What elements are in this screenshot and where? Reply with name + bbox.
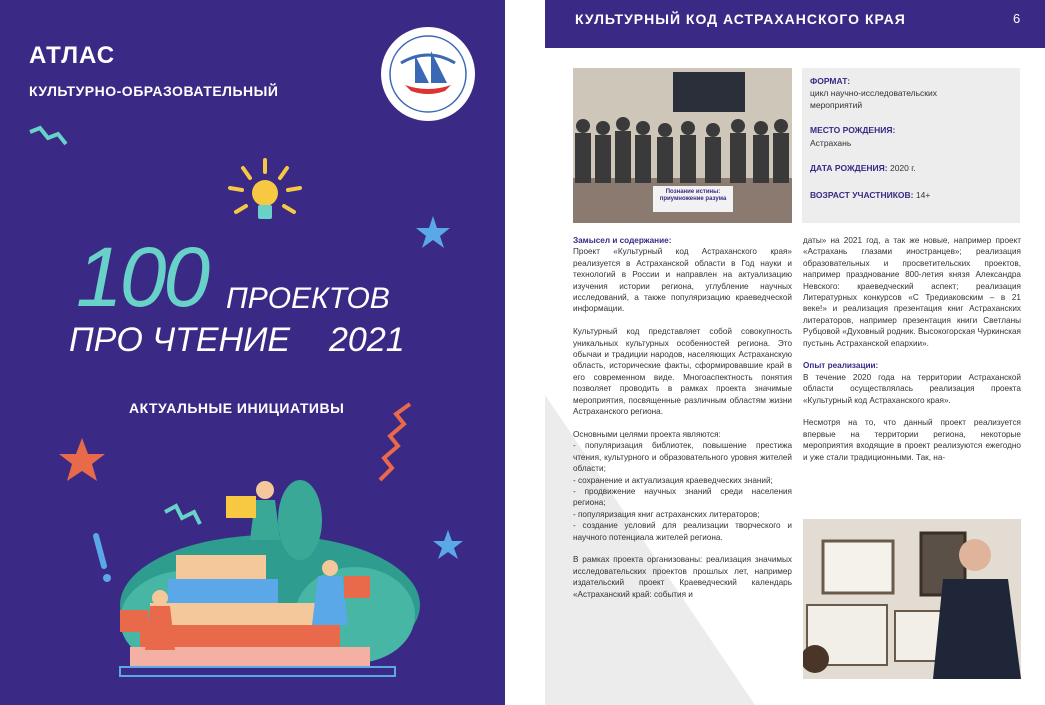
page-header-title: КУЛЬТУРНЫЙ КОД АСТРАХАНСКОГО КРАЯ <box>575 11 906 27</box>
activities-paragraph: В рамках проекта организованы: реализация значимых исследовательских проектов прошлых лет, например издательский проект Краеведческий календарь «Астраханский край: события и <box>573 555 792 599</box>
birthdate-value: 2020 г. <box>889 163 916 173</box>
goal-item: - популяризация библиотек, повышение престижа чтения, культурного и образовательного уровня жителей области; <box>573 441 792 474</box>
zigzag-decoration <box>30 128 66 144</box>
experience-paragraph: В течение 2020 года на территории Астраханской области осуществлялась реализация проекта «Культурный код Астраханского края». <box>803 372 1021 405</box>
goal-item: - популяризация книг астраханских литераторов; <box>573 509 760 519</box>
zigzag-decoration <box>380 404 410 480</box>
cover-page <box>0 0 505 705</box>
birthdate-label: ДАТА РОЖДЕНИЯ: <box>810 163 888 173</box>
experience-heading: Опыт реализации: <box>803 361 879 371</box>
cover-projects: ПРОЕКТОВ <box>226 282 390 315</box>
age-label: ВОЗРАСТ УЧАСТНИКОВ: <box>810 190 914 200</box>
birthplace-label: МЕСТО РОЖДЕНИЯ: <box>810 125 896 135</box>
cover-year: 2021 <box>329 321 405 359</box>
text-column-left <box>573 235 792 611</box>
project-info-box <box>802 68 1020 223</box>
format-value: цикл научно-исследовательских мероприятий <box>810 88 938 110</box>
exhibition-photo-illustration <box>803 519 1021 679</box>
cover-initiatives: АКТУАЛЬНЫЕ ИНИЦИАТИВЫ <box>129 400 345 416</box>
goal-item: - сохранение и актуализация краеведческих знаний; <box>573 475 773 485</box>
format-label: ФОРМАТ: <box>810 76 851 86</box>
goal-item: - создание условий для реализации творческого и научного потенциала жителей региона. <box>573 521 792 542</box>
age-value: 14+ <box>915 190 931 200</box>
library-logo <box>381 27 475 121</box>
cover-subtitle: КУЛЬТУРНО-ОБРАЗОВАТЕЛЬНЫЙ <box>29 83 279 99</box>
exclamation-icon <box>96 536 104 566</box>
star-icon <box>59 438 105 481</box>
content-page <box>505 0 1045 705</box>
age-row <box>810 190 930 200</box>
concept-paragraph: Проект «Культурный код Астраханского края» реализуется в Астраханской области в Год науки и технологий в России и направлен на актуализацию изучения истории региона, углубление научных исследований, а также популяризацию краеведческой информации. <box>573 247 792 314</box>
cover-about-reading: ПРО ЧТЕНИЕ <box>69 321 291 359</box>
activities-continued-paragraph: даты» на 2021 год, а так же новые, например проект «Астрахань глазами иностранцев»; реализация образовательных и просветительских проектов, например празднование 800-летия князя Александра Невского: краеведческий аспект; реализация Литературных конкурсов «С Тредиаковским – в 21 веке!» и реализация презентация книг Астраханских литераторов, например презентация книги Светланы Рубцовой «Духовный родник. Высокогорская Чуркинская пустынь Астраханской епархии». <box>803 236 1021 348</box>
birthdate-row <box>810 163 916 173</box>
tradition-paragraph: Несмотря на то, что данный проект реализуется впервые на территории региона, некоторые мероприятия входящие в проект реализуются ежегодно и уже стали традиционными. Так, на- <box>803 418 1021 462</box>
ship-icon <box>381 27 475 121</box>
cover-number: 100 <box>76 230 208 324</box>
photo-sign: Познание истины: приумножение разума <box>659 189 727 202</box>
reader-figure <box>226 481 280 540</box>
star-icon <box>416 216 450 248</box>
concept-heading: Замысел и содержание: <box>573 236 672 245</box>
page-number: 6 <box>1013 11 1021 26</box>
goals-intro: Основными целями проекта являются: <box>573 429 721 439</box>
cover-atlas-title: АТЛАС <box>29 42 116 69</box>
text-column-right <box>803 235 1021 474</box>
exhibition-photo <box>803 519 1021 679</box>
group-photo <box>573 68 792 223</box>
zigzag-decoration <box>165 506 200 524</box>
goal-item: - продвижение научных знаний среди населения региона; <box>573 486 792 508</box>
birthplace-value: Астрахань <box>810 138 852 148</box>
lightbulb-icon <box>230 160 300 219</box>
cultural-code-paragraph: Культурный код представляет собой совокупность уникальных культурных особенностей региона. Это обычаи и традиции народов, населяющих Астраханскую область, исторические факты, сформировавшие край в его современном виде. Многоаспектность понятия позволяет проводить в рамках проекта значимые мероприятия, посвященные различным областям жизни Астраханского региона. <box>573 327 792 417</box>
star-icon <box>433 530 463 559</box>
